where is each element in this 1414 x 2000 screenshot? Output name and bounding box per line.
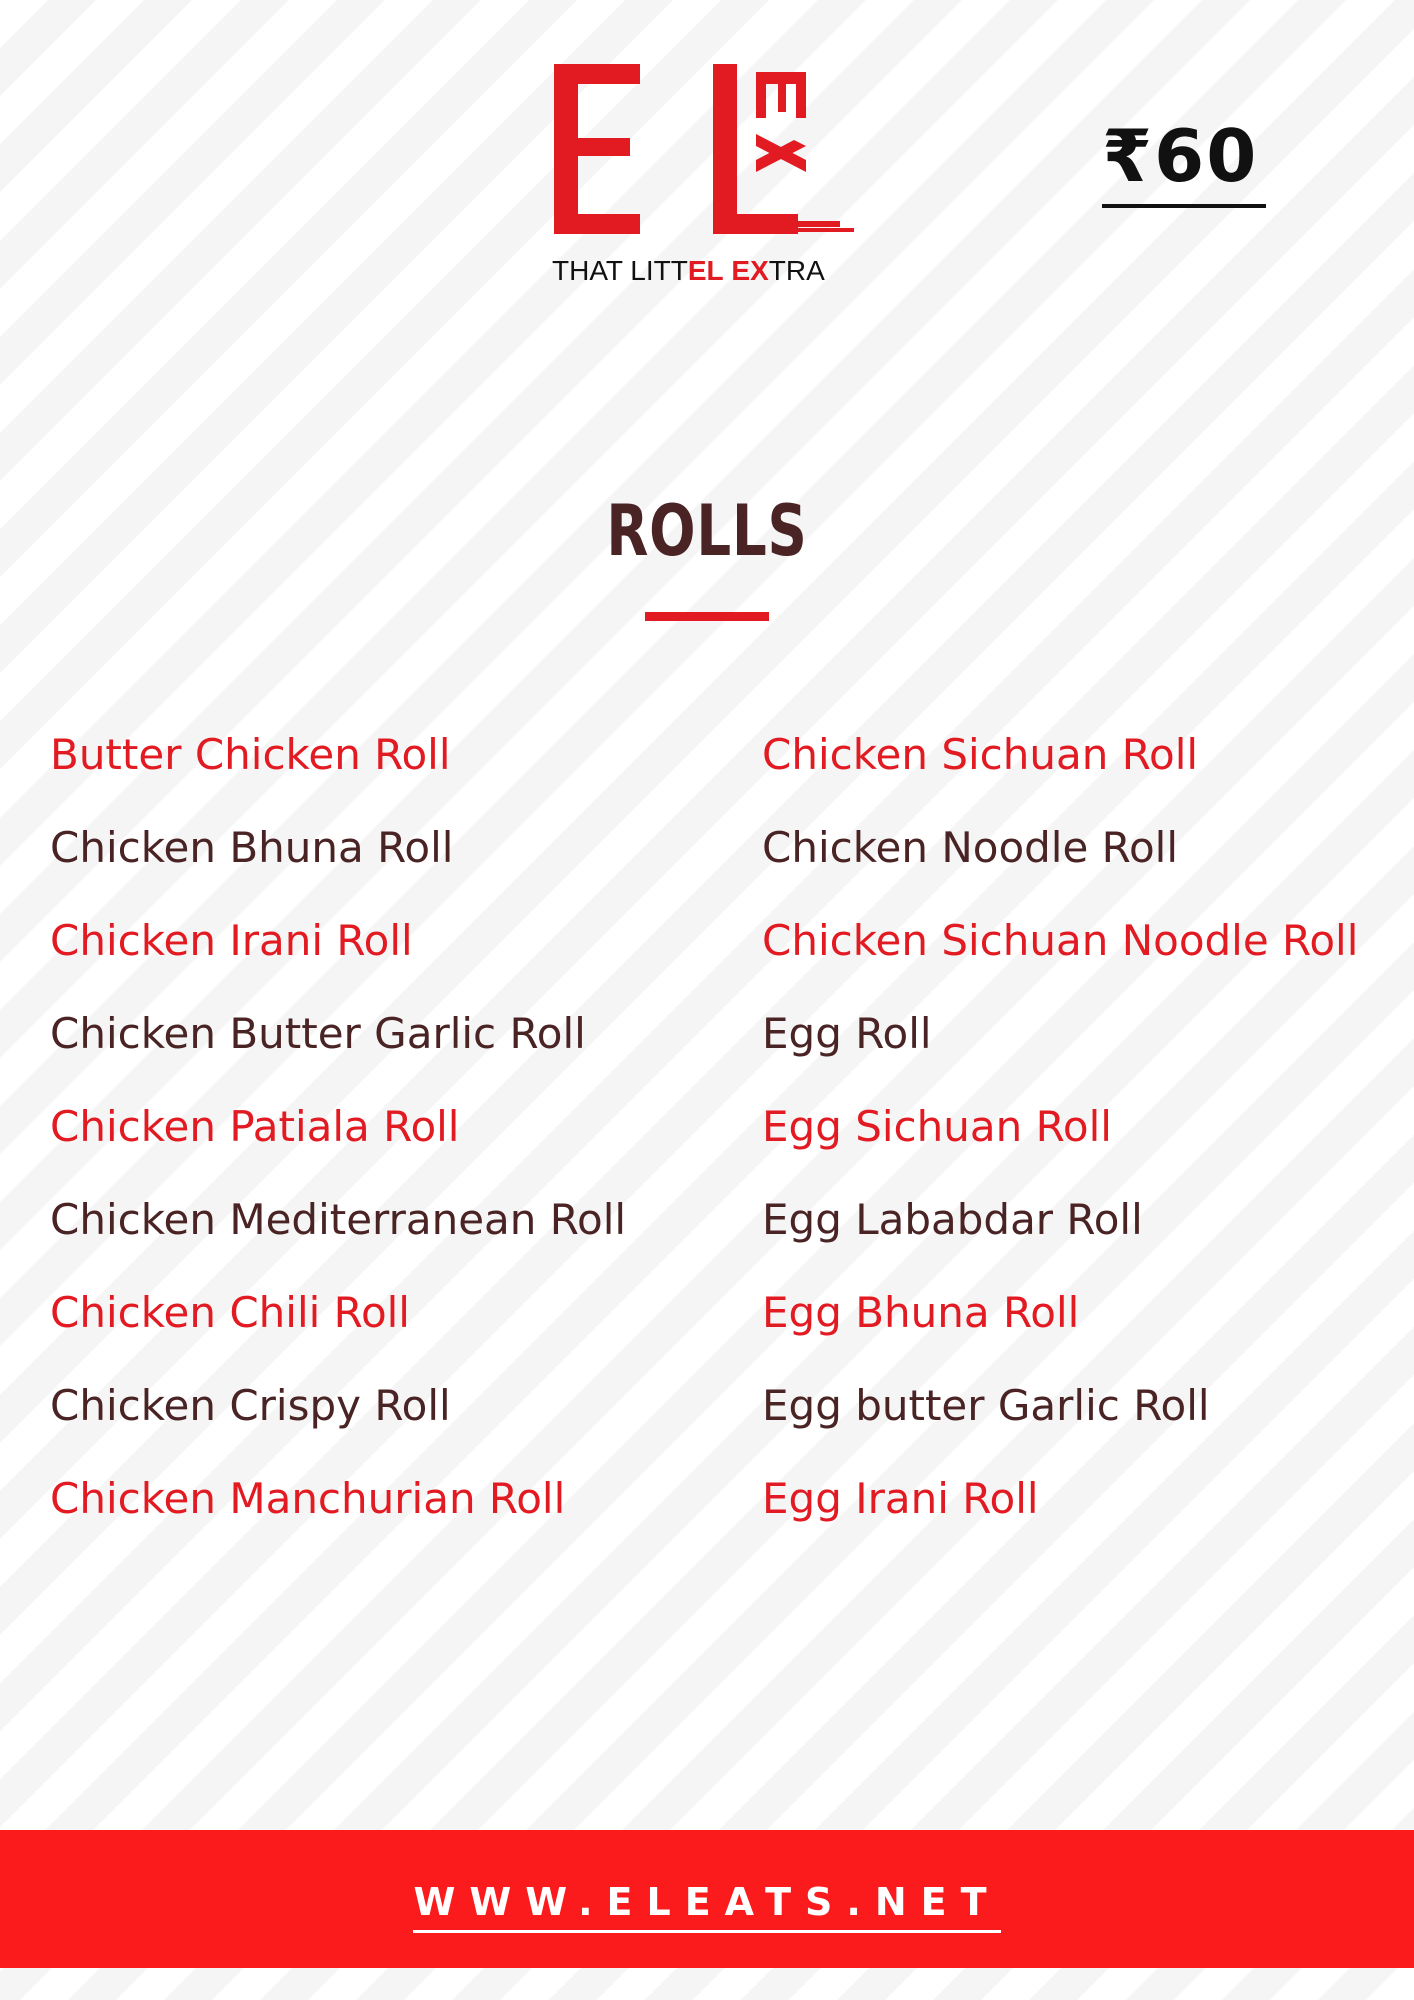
menu-item: Chicken Crispy Roll (50, 1381, 451, 1430)
price-label: ₹60 (1102, 114, 1259, 198)
menu-item: Egg Lababdar Roll (762, 1195, 1143, 1244)
menu-item: Chicken Manchurian Roll (50, 1474, 566, 1523)
menu-item: Egg Bhuna Roll (762, 1288, 1080, 1337)
menu-item: Egg Roll (762, 1009, 932, 1058)
menu-item: Chicken Sichuan Roll (762, 730, 1199, 779)
section-title: ROLLS (606, 490, 808, 572)
menu-item: Chicken Bhuna Roll (50, 823, 454, 872)
menu-item: Chicken Patiala Roll (50, 1102, 460, 1151)
menu-column-right (762, 725, 1358, 1562)
menu-item: Butter Chicken Roll (50, 730, 451, 779)
menu-item: Egg Sichuan Roll (762, 1102, 1112, 1151)
brand-tagline: THAT LITTEL EXTRA (552, 255, 825, 286)
menu-item: Chicken Butter Garlic Roll (50, 1009, 586, 1058)
menu-item: Egg Irani Roll (762, 1474, 1039, 1523)
menu-item: Chicken Noodle Roll (762, 823, 1179, 872)
menu-item: Chicken Irani Roll (50, 916, 413, 965)
menu-column-left (50, 725, 626, 1562)
price-underline (1102, 204, 1266, 208)
menu-item: Egg butter Garlic Roll (762, 1381, 1210, 1430)
menu-item: Chicken Sichuan Noodle Roll (762, 916, 1359, 965)
menu-item: Chicken Chili Roll (50, 1288, 410, 1337)
menu-item: Chicken Mediterranean Roll (50, 1195, 627, 1244)
footer-url-text[interactable]: WWW.ELEATS.NET (413, 1880, 1000, 1933)
title-divider (645, 612, 769, 621)
footer-website-link[interactable] (0, 1880, 1414, 1924)
